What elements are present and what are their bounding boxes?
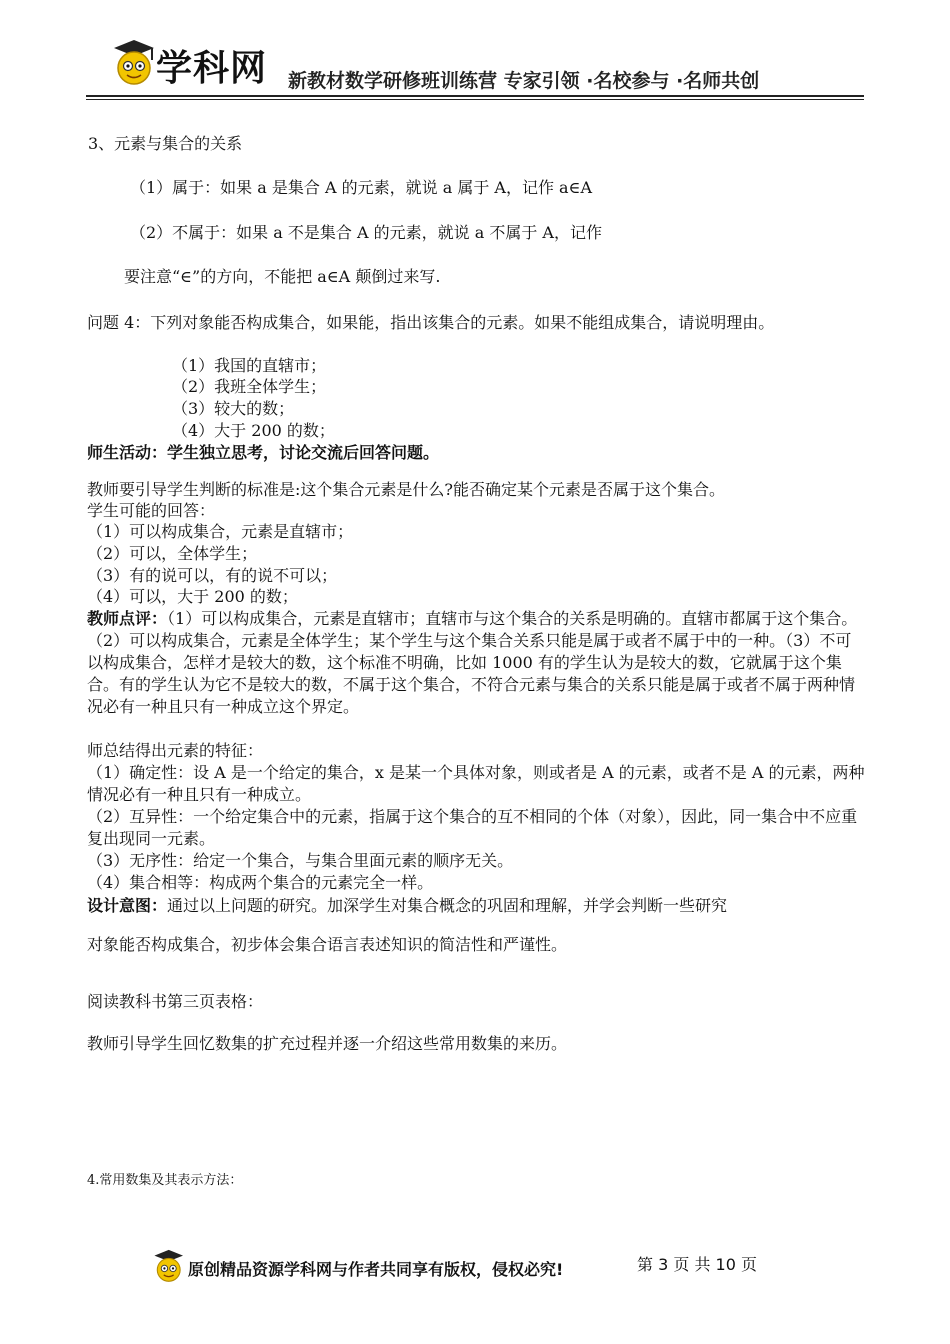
question4-item: （1）我国的直辖市； bbox=[172, 356, 327, 375]
answer-item: （2）可以，全体学生； bbox=[87, 544, 258, 563]
teacher-comment bbox=[87, 608, 867, 718]
feature-item: （3）无序性：给定一个集合，与集合里面元素的顺序无关。 bbox=[87, 851, 514, 870]
design-text: 通过以上问题的研究。加深学生对集合概念的巩固和理解，并学会判断一些研究 bbox=[167, 896, 728, 915]
footer-copyright: 原创精品资源学科网与作者共同享有版权，侵权必究! bbox=[188, 1260, 564, 1279]
section3-title: 3、元素与集合的关系 bbox=[88, 134, 243, 153]
answer-item: （3）有的说可以，有的说不可以； bbox=[87, 566, 338, 585]
header-logo bbox=[108, 36, 278, 92]
section3-item1: （1）属于：如果 a 是集合 A 的元素，就说 a 属于 A，记作 a∈A bbox=[130, 178, 592, 197]
section4-title: 4.常用数集及其表示方法： bbox=[87, 1173, 243, 1188]
header-rule bbox=[86, 95, 864, 97]
section3-note: 要注意“∈”的方向，不能把 a∈A 颠倒过来写. bbox=[124, 267, 441, 286]
question4-item: （4）大于 200 的数； bbox=[172, 421, 335, 440]
mascot-icon bbox=[150, 1247, 186, 1287]
question4-item: （3）较大的数； bbox=[172, 399, 295, 418]
feature-item: （4）集合相等：构成两个集合的元素完全一样。 bbox=[87, 873, 434, 892]
comment-label: 教师点评： bbox=[87, 609, 168, 628]
reading-text: 阅读教科书第三页表格： bbox=[87, 992, 264, 1011]
header-tagline: 新教材数学研修班训练营 专家引领 ·名校参与 ·名师共创 bbox=[288, 70, 760, 92]
answer-item: （4）可以，大于 200 的数； bbox=[87, 587, 298, 606]
design-intent bbox=[87, 895, 727, 917]
teacher-recall: 教师引导学生回忆数集的扩充过程并逐一介绍这些常用数集的来历。 bbox=[87, 1034, 568, 1053]
feature-item: （2）互异性：一个给定集合中的元素，指属于这个集合的互不相同的个体（对象），因此，同一集合中不应重复出现同一元素。 bbox=[87, 807, 858, 848]
mascot-icon bbox=[108, 36, 158, 92]
comment-text: （1）可以构成集合，元素是直辖市；直辖市与这个集合的关系是明确的。直辖市都属于这个集合。（2）可以构成集合，元素是全体学生；某个学生与这个集合关系只能是属于或者不属于中的一种。（3）不可以构成集合，怎样才是较大的数，这个标准不明确，比如 1000 有的学生认为是较大的数，它就属于这个集合。有的学生认为它不是较大的数，不属于这个集合，不符合元素与集合的关系只能是属于或者不属于两种情况必有一种且只有一种成立这个界定。 bbox=[87, 609, 858, 716]
section3-item2: （2）不属于：如果 a 不是集合 A 的元素，就说 a 不属于 A，记作 bbox=[130, 223, 602, 242]
design-label: 设计意图： bbox=[87, 896, 168, 915]
activity-text: 师生活动：学生独立思考，讨论交流后回答问题。 bbox=[87, 443, 440, 462]
question4-text: 问题 4：下列对象能否构成集合，如果能，指出该集合的元素。如果不能组成集合，请说明理由。 bbox=[87, 313, 775, 332]
design-text-2: 对象能否构成集合，初步体会集合语言表述知识的简洁性和严谨性。 bbox=[87, 935, 568, 954]
possible-answers-label: 学生可能的回答： bbox=[87, 501, 216, 520]
features-intro: 师总结得出元素的特征： bbox=[87, 741, 264, 760]
header-rule-thin bbox=[86, 99, 864, 100]
teacher-guide: 教师要引导学生判断的标准是:这个集合元素是什么?能否确定某个元素是否属于这个集合。 bbox=[87, 480, 725, 499]
feature-item: （1）确定性：设 A 是一个给定的集合，x 是某一个具体对象，则或者是 A 的元素，或者不是 A 的元素，两种情况必有一种且只有一种成立。 bbox=[87, 763, 865, 804]
logo-text: 学科网 bbox=[156, 48, 268, 89]
footer-page-number: 第 3 页 共 10 页 bbox=[637, 1255, 757, 1274]
footer-logo bbox=[150, 1247, 186, 1287]
answer-item: （1）可以构成集合，元素是直辖市； bbox=[87, 522, 354, 541]
question4-item: （2）我班全体学生； bbox=[172, 377, 327, 396]
